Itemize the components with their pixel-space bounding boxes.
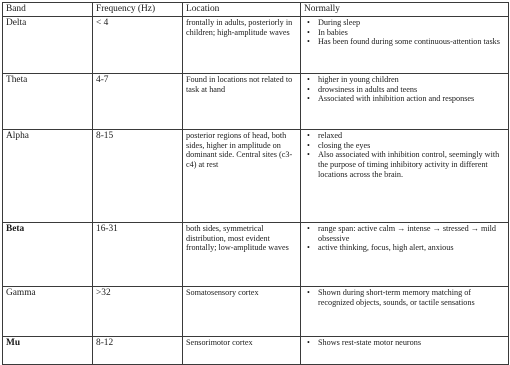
band-frequency: 16-31: [93, 223, 183, 287]
eeg-bands-table: [2, 2, 509, 365]
list-item: • Shown during short-term memory matching of recognized objects, sounds, or tactile sensations: [318, 288, 505, 307]
list-item: • In babies: [318, 28, 505, 38]
band-name: Delta: [3, 17, 93, 74]
list-item: • higher in young children: [318, 75, 505, 85]
band-location: Sensorimotor cortex: [183, 337, 301, 365]
band-normally: [301, 337, 509, 365]
list-item: • closing the eyes: [318, 141, 505, 151]
header-band: Band: [3, 3, 93, 17]
header-location: Location: [183, 3, 301, 17]
band-name: Beta: [3, 223, 93, 287]
table-row: [3, 223, 509, 287]
list-item: • During sleep: [318, 18, 505, 28]
band-name: Mu: [3, 337, 93, 365]
band-normally: [301, 17, 509, 74]
header-normally: Normally: [301, 3, 509, 17]
list-item: • active thinking, focus, high alert, anxious: [318, 243, 505, 253]
band-normally: [301, 130, 509, 223]
band-normally: [301, 74, 509, 130]
band-frequency: 8-15: [93, 130, 183, 223]
table-row: [3, 130, 509, 223]
band-frequency: >32: [93, 287, 183, 337]
table-row: [3, 17, 509, 74]
list-item: • range span: active calm → intense → stressed → mild obsessive: [318, 224, 505, 243]
band-frequency: 8-12: [93, 337, 183, 365]
table-header-row: [3, 3, 509, 17]
table-row: [3, 337, 509, 365]
list-item: • Associated with inhibition action and responses: [318, 94, 505, 104]
band-frequency: < 4: [93, 17, 183, 74]
band-name: Gamma: [3, 287, 93, 337]
list-item: • Has been found during some continuous-attention tasks: [318, 37, 505, 47]
list-item: • Shows rest-state motor neurons: [318, 338, 505, 348]
band-location: both sides, symmetrical distribution, most evident frontally; low-amplitude waves: [183, 223, 301, 287]
table-row: [3, 74, 509, 130]
list-item: • drowsiness in adults and teens: [318, 85, 505, 95]
list-item: • relaxed: [318, 131, 505, 141]
band-location: Found in locations not related to task at hand: [183, 74, 301, 130]
band-location: frontally in adults, posteriorly in children; high-amplitude waves: [183, 17, 301, 74]
header-frequency: Frequency (Hz): [93, 3, 183, 17]
table-row: [3, 287, 509, 337]
band-name: Alpha: [3, 130, 93, 223]
band-location: posterior regions of head, both sides, higher in amplitude on dominant side. Central sites (c3-c4) at rest: [183, 130, 301, 223]
band-name: Theta: [3, 74, 93, 130]
band-normally: [301, 287, 509, 337]
band-normally: [301, 223, 509, 287]
band-location: Somatosensory cortex: [183, 287, 301, 337]
list-item: • Also associated with inhibition control, seemingly with the purpose of timing inhibitory activity in different locations across the brain.: [318, 150, 505, 179]
band-frequency: 4-7: [93, 74, 183, 130]
